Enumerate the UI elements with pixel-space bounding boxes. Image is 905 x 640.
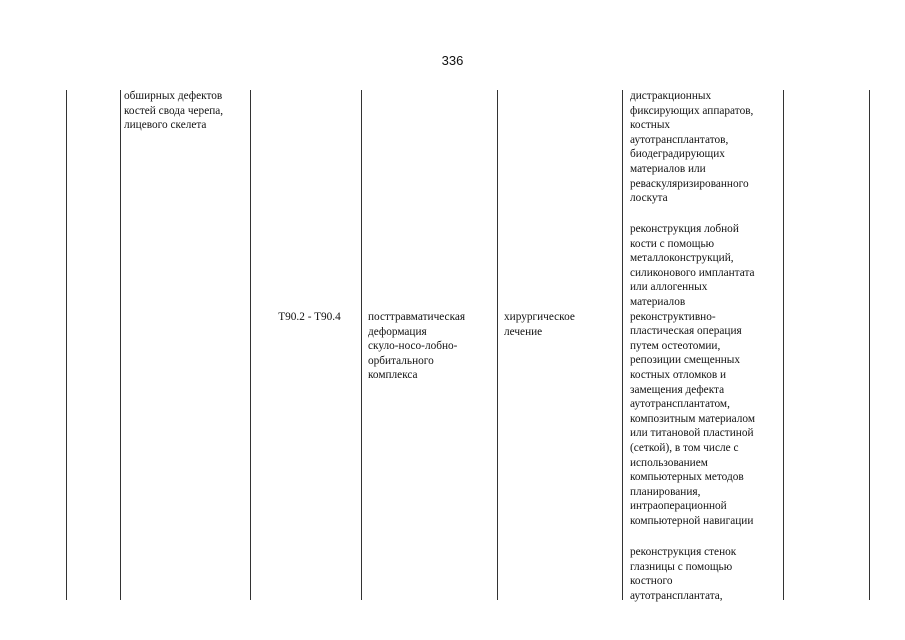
column-divider: [250, 90, 251, 600]
cell-method-1: дистракционных фиксирующих аппаратов, костных аутотрансплантатов, биодеградирующих материалов или реваскуляризированного лоскута: [630, 90, 754, 205]
cell-treatment-type: хирургическое лечение: [504, 311, 575, 338]
cell-method-3: реконструкция стенок глазницы с помощью костного аутотрансплантата,: [630, 546, 737, 602]
table-border-right: [869, 90, 870, 600]
column-divider: [622, 90, 623, 600]
table-border-left: [66, 90, 67, 600]
cell-method-2: реконструкция лобной кости с помощью металлоконструкций, силиконового имплантата или аллогенных материалов реконструктивно- пластическая операция путем остеотомии, репозиции смещенных костных отломков и замещения дефекта аутотрансплантатом, композитным материалом или титановой пластиной (сеткой), в том числе с использованием компьютерных методов планирования, интраоперационной компьютерной навигации: [630, 223, 756, 527]
column-divider: [497, 90, 498, 600]
cell-icd-code: T90.2 - T90.4: [278, 311, 341, 323]
column-divider: [783, 90, 784, 600]
cell-patient-model: посттравматическая деформация скуло-носо-лобно- орбитального комплекса: [368, 311, 466, 382]
cell-diagnosis: обширных дефектов костей свода черепа, лицевого скелета: [124, 90, 224, 132]
column-divider: [361, 90, 362, 600]
column-divider: [120, 90, 121, 600]
page-number: 336: [441, 53, 464, 68]
